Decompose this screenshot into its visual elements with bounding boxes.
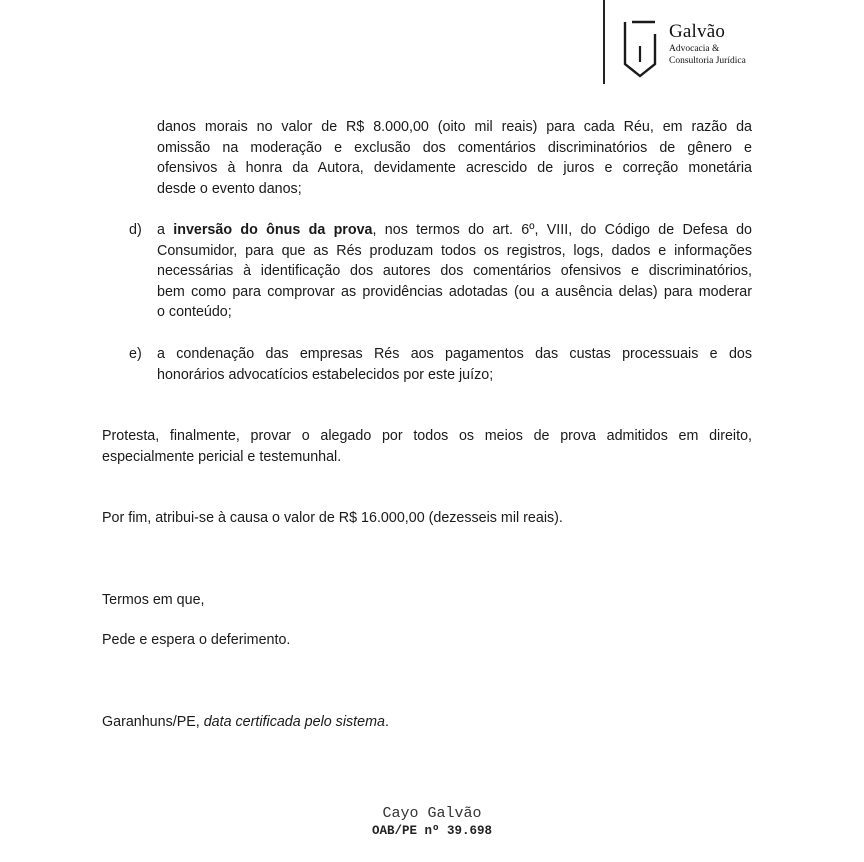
item-d-bold: inversão do ônus da prova bbox=[173, 222, 373, 238]
pede-line: Pede e espera o deferimento. bbox=[102, 632, 291, 648]
text-line: o conteúdo; bbox=[157, 304, 232, 321]
text-line: honorários advocatícios estabelecidos por este juízo; bbox=[157, 366, 494, 383]
text-line: a condenação das empresas Rés aos pagamentos das custas processuais e dos bbox=[157, 346, 752, 362]
item-d bbox=[157, 220, 752, 323]
protesta-paragraph bbox=[102, 426, 752, 467]
galvao-logo-icon bbox=[622, 20, 658, 78]
logo-subtitle-1: Advocacia & bbox=[669, 44, 720, 54]
text-line: Protesta, finalmente, provar o alegado por todos os meios de prova admitidos em direito, bbox=[102, 428, 752, 444]
text-line bbox=[157, 220, 752, 241]
logo-text bbox=[669, 21, 746, 67]
signature-name: Cayo Galvão bbox=[382, 805, 482, 822]
text-line: omissão na moderação e exclusão dos comentários discriminatórios de gênero e bbox=[157, 139, 752, 156]
text-line: bem como para comprovar as providências adotadas (ou a ausência delas) para moderar bbox=[157, 283, 752, 300]
text-line: Consumidor, para que as Rés produzam todos os registros, logs, dados e informações bbox=[157, 242, 752, 259]
termos-line: Termos em que, bbox=[102, 592, 205, 608]
logo-name: Galvão bbox=[669, 21, 726, 42]
text-line: danos morais no valor de R$ 8.000,00 (oito mil reais) para cada Réu, em razão da bbox=[157, 119, 752, 135]
signature-oab: OAB/PE nº 39.698 bbox=[371, 824, 493, 838]
text-line: necessárias à identificação dos autores dos comentários ofensivos e discriminatórios, bbox=[157, 263, 752, 280]
text-line: desde o evento danos; bbox=[157, 180, 302, 197]
item-c-continued bbox=[157, 117, 752, 199]
item-e bbox=[157, 344, 752, 385]
valor-causa-paragraph: Por fim, atribui-se à causa o valor de R$ 16.000,00 (dezesseis mil reais). bbox=[102, 510, 563, 526]
date-italic: data certificada pelo sistema bbox=[203, 714, 385, 730]
place-date-line bbox=[102, 712, 752, 733]
logo-subtitle-2: Consultoria Jurídica bbox=[669, 56, 746, 66]
item-d-prefix: a bbox=[157, 222, 174, 238]
item-e-marker: e) bbox=[129, 346, 142, 362]
text-line: ofensivos à honra da Autora, devidamente acrescido de juros e correção monetária bbox=[157, 160, 752, 177]
header-divider bbox=[603, 0, 605, 84]
place-text: Garanhuns/PE, bbox=[102, 714, 204, 730]
date-end: . bbox=[384, 714, 389, 730]
item-d-rest: , nos termos do art. 6º, VIII, do Código de Defesa do bbox=[372, 222, 752, 238]
item-d-marker: d) bbox=[129, 222, 142, 238]
text-line: especialmente pericial e testemunhal. bbox=[102, 448, 342, 465]
